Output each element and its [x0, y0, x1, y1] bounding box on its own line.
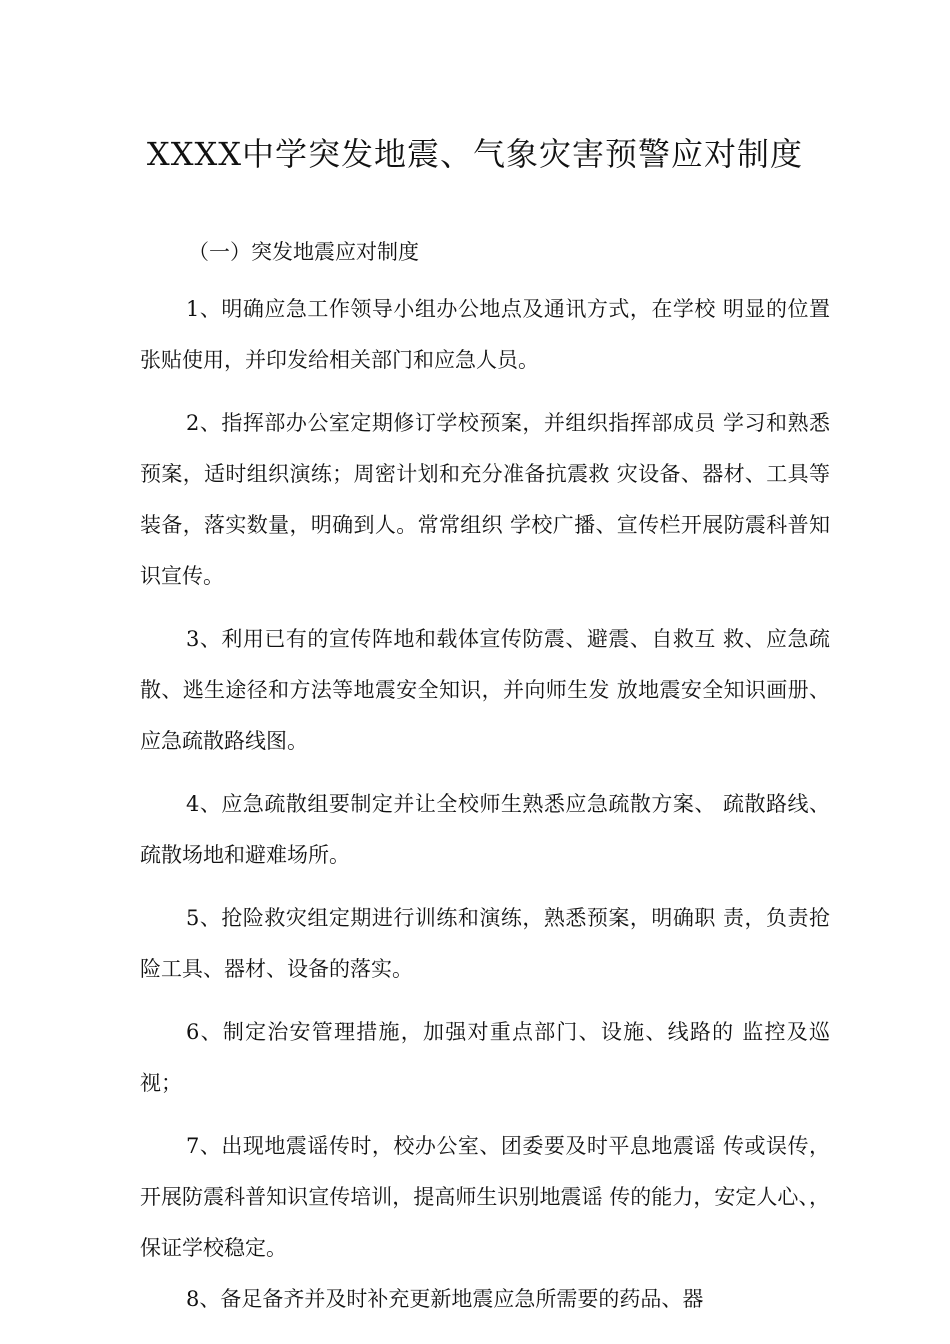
- paragraph-6: 6、制定治安管理措施，加强对重点部门、设施、线路的 监控及巡视；: [140, 1020, 830, 1095]
- section-heading: （一）突发地震应对制度: [188, 240, 419, 264]
- paragraph-3: 3、利用已有的宣传阵地和载体宣传防震、避震、自救互 救、应急疏散、逃生途径和方法等地震安全知识，并向师生发 放地震安全知识画册、应急疏散路线图。: [140, 627, 830, 753]
- paragraph-4: 4、应急疏散组要制定并让全校师生熟悉应急疏散方案、 疏散路线、疏散场地和避难场所。: [140, 792, 830, 867]
- paragraph-2: 2、指挥部办公室定期修订学校预案，并组织指挥部成员 学习和熟悉预案，适时组织演练；周密计划和充分准备抗震救 灾设备、器材、工具等装备，落实数量，明确到人。常常组织 学校广播、宣传栏开展防震科普知识宣传。: [140, 411, 830, 588]
- paragraph-7: 7、出现地震谣传时，校办公室、团委要及时平息地震谣 传或误传，开展防震科普知识宣传培训，提高师生识别地震谣 传的能力，安定人心、，保证学校稳定。: [140, 1134, 830, 1260]
- paragraph-5: 5、抢险救灾组定期进行训练和演练，熟悉预案，明确职 责，负责抢险工具、器材、设备的落实。: [140, 906, 830, 981]
- paragraph-1: 1、明确应急工作领导小组办公地点及通讯方式，在学校 明显的位置张贴使用，并印发给相关部门和应急人员。: [140, 297, 830, 372]
- document-body: [140, 284, 830, 1325]
- document-title: XXXX中学突发地震、气象灾害预警应对制度: [146, 135, 804, 173]
- paragraph-8: 8、备足备齐并及时补充更新地震应急所需要的药品、器: [186, 1287, 704, 1311]
